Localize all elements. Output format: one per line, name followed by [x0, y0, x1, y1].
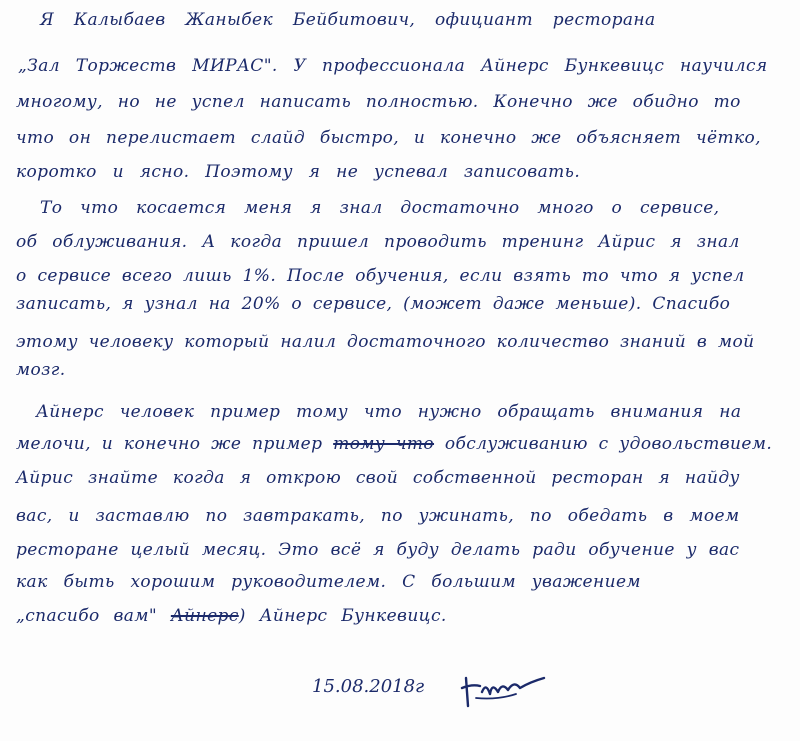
- line-text: об облуживания. А когда пришел проводить тренинг Айрис я знал: [16, 232, 740, 252]
- line-text: о сервисе всего лишь 1%. После обучения, если взять то что я успел: [16, 266, 745, 286]
- letter-line-14: [0, 468, 800, 502]
- line-text: вас, и заставлю по завтракать, по ужинать, по обедать в моем: [16, 506, 740, 526]
- letter-date: 15.08.2018г: [312, 676, 425, 697]
- crossed-out-text: тому что: [333, 434, 435, 454]
- line-text: как быть хорошим руководителем. С большим уважением: [16, 572, 641, 592]
- line-text: мозг.: [16, 360, 66, 380]
- letter-line-4: [0, 128, 800, 162]
- letter-line-16: [0, 540, 800, 574]
- line-text: записать, я узнал на 20% о сервисе, (может даже меньше). Спасибо: [16, 294, 731, 314]
- line-text: „спасибо вам" Айнерс) Айнерс Бункевицс.: [16, 606, 447, 626]
- letter-line-3: [0, 92, 800, 126]
- line-text: этому человеку который налил достаточного количество знаний в мой: [16, 332, 755, 352]
- line-text: мелочи, и конечно же пример тому что обслуживанию с удовольствием.: [16, 434, 773, 454]
- line-text: ресторане целый месяц. Это всё я буду делать ради обучение у вас: [16, 540, 740, 560]
- line-text: что он перелистает слайд быстро, и конечно же объясняет чётко,: [16, 128, 761, 148]
- line-text: многому, но не успел написать полностью. Конечно же обидно то: [16, 92, 741, 112]
- line-text: коротко и ясно. Поэтому я не успевал записовать.: [16, 162, 581, 182]
- letter-line-13: [0, 434, 800, 468]
- line-text: Я Калыбаев Жаныбек Бейбитович, официант ресторана: [40, 10, 656, 30]
- signature-mark: [458, 668, 548, 710]
- letter-line-1: [0, 10, 800, 44]
- letter-line-15: [0, 506, 800, 540]
- letter-line-12: [0, 402, 800, 436]
- letter-line-7: [0, 232, 800, 266]
- letter-line-5: [0, 162, 800, 196]
- letter-line-9: [0, 294, 800, 328]
- crossed-out-text: Айнерс: [170, 606, 239, 626]
- letter-line-2: [0, 56, 800, 90]
- letter-line-11: [0, 360, 800, 394]
- letter-line-17: [0, 572, 800, 606]
- letter-line-6: [0, 198, 800, 232]
- line-text: То что косается меня я знал достаточно много о сервисе,: [40, 198, 720, 218]
- line-text: „Зал Торжеств МИРАС". У профессионала Айнерс Бункевицс научился: [18, 56, 768, 76]
- line-text: Айрис знайте когда я открою свой собственной ресторан я найду: [16, 468, 740, 488]
- line-text: Айнерс человек пример тому что нужно обращать внимания на: [36, 402, 742, 422]
- letter-line-18: [0, 606, 800, 640]
